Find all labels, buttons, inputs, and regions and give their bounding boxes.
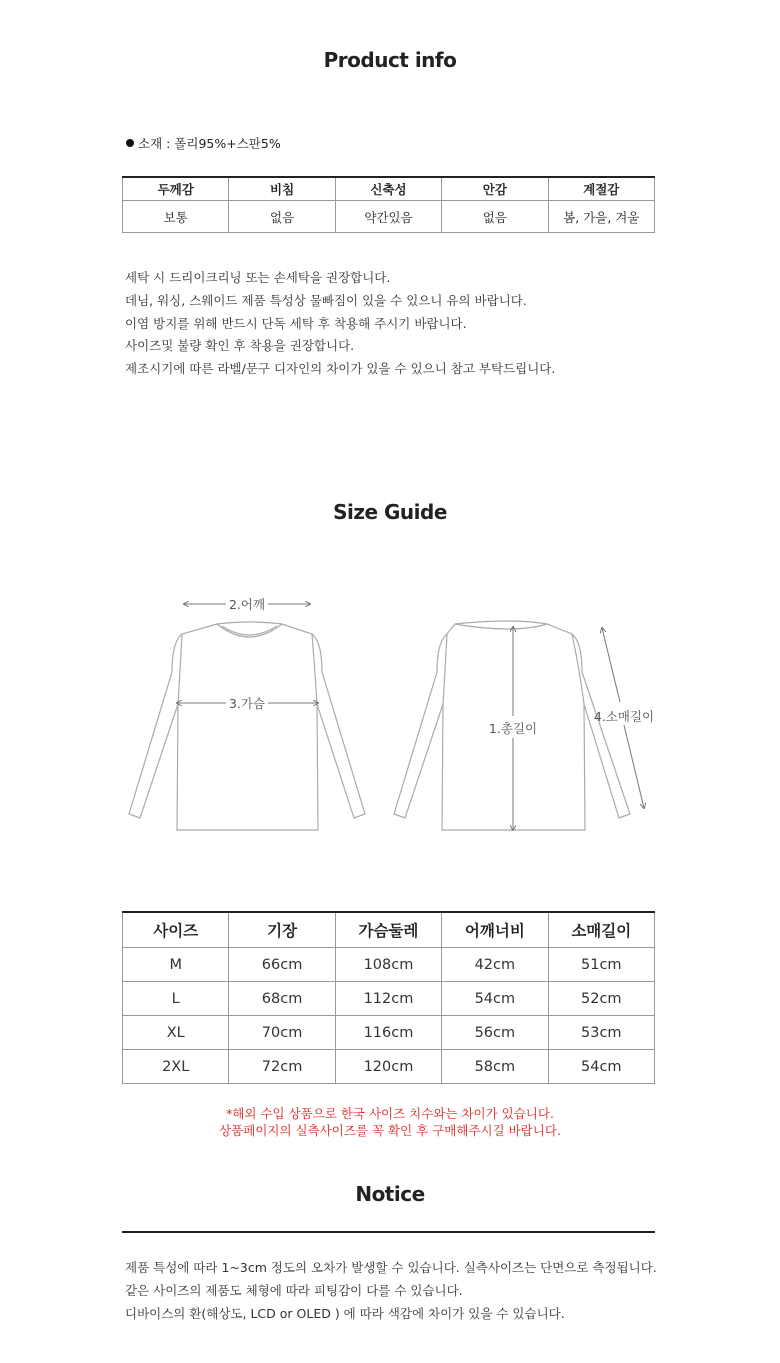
sleeve-arrow-top [602,628,620,702]
table-header-cell: 신축성 [335,177,441,201]
notice-line: 디바이스의 환(해상도, LCD or OLED ) 에 따라 색감에 차이가 있을 수 있습니다. [125,1306,565,1321]
chest-label: 3.가슴 [228,696,266,711]
table-cell: 약간있음 [335,201,441,233]
table-header-row [123,177,655,201]
table-row [123,1050,655,1084]
table-row [123,201,655,233]
table-header-cell: 가슴둘레 [335,912,441,948]
size-warning-line: *해외 수입 상품으로 한국 사이즈 치수와는 차이가 있습니다. [226,1106,554,1121]
table-header-cell: 사이즈 [123,912,229,948]
table-cell: 56cm [442,1016,548,1050]
table-cell: 42cm [442,948,548,982]
garment-measurement-diagram [122,592,662,842]
table-cell: 51cm [548,948,654,982]
table-cell: 보통 [123,201,229,233]
table-cell: 58cm [442,1050,548,1084]
material-text: 소재 : 폴리95%+스판5% [138,136,281,151]
care-line: 데님, 워싱, 스웨이드 제품 특성상 물빠짐이 있을 수 있으니 유의 바랍니다. [125,292,527,308]
table-header-cell: 계절감 [548,177,654,201]
table-cell: 없음 [442,201,548,233]
table-cell: 53cm [548,1016,654,1050]
table-cell: 54cm [548,1050,654,1084]
size-table [122,911,655,1084]
table-cell: 120cm [335,1050,441,1084]
table-cell: 68cm [229,982,335,1016]
product-info-title: Product info [323,48,457,72]
care-line: 사이즈및 불량 확인 후 착용을 권장합니다. [125,338,355,354]
material-info [126,134,281,152]
front-shirt-outline [129,622,365,830]
table-cell: M [123,948,229,982]
notice-line: 같은 사이즈의 제품도 체형에 따라 피팅감이 다를 수 있습니다. [125,1283,463,1298]
bullet-dot-icon [126,139,134,147]
table-header-cell: 어깨너비 [442,912,548,948]
table-cell: 52cm [548,982,654,1016]
table-cell: 72cm [229,1050,335,1084]
shoulder-label: 2.어깨 [228,597,266,612]
size-warning [0,1105,780,1139]
table-cell: 54cm [442,982,548,1016]
table-row [123,948,655,982]
table-cell: 112cm [335,982,441,1016]
care-line: 이염 방지를 위해 반드시 단독 세탁 후 착용해 주시기 바랍니다. [125,315,467,331]
care-line: 세탁 시 드리이크리닝 또는 손세탁을 권장합니다. [125,270,391,285]
table-header-cell: 기장 [229,912,335,948]
table-header-cell: 비침 [229,177,335,201]
table-cell: L [123,982,229,1016]
notice-divider [122,1231,655,1233]
table-cell: 2XL [123,1050,229,1084]
fabric-feel-table [122,176,655,233]
notice-content [125,1256,657,1325]
table-header-row [123,912,655,948]
table-cell: 108cm [335,948,441,982]
notice-line: 제품 특성에 따라 1~3cm 정도의 오차가 발생할 수 있습니다. 실측사이즈는 단면으로 측정됩니다. [125,1260,657,1275]
table-cell: 116cm [335,1016,441,1050]
table-cell: 66cm [229,948,335,982]
table-cell: 없음 [229,201,335,233]
table-row [123,1016,655,1050]
table-cell: XL [123,1016,229,1050]
sleeve-arrow-bottom [624,725,644,808]
size-guide-title: Size Guide [333,500,447,524]
care-line: 제조시기에 따른 라벨/문구 디자인의 차이가 있을 수 있으니 참고 부탁드립니다. [125,361,556,377]
care-instructions [125,267,555,381]
size-warning-line: 상품페이지의 실측사이즈를 꼭 확인 후 구매해주시길 바랍니다. [219,1123,561,1138]
table-cell: 봄, 가을, 겨울 [548,201,654,233]
table-header-cell: 소매길이 [548,912,654,948]
length-label: 1.총길이 [488,721,538,736]
table-header-cell: 안감 [442,177,548,201]
table-header-cell: 두께감 [123,177,229,201]
table-cell: 70cm [229,1016,335,1050]
notice-title: Notice [355,1182,425,1206]
table-row [123,982,655,1016]
sleeve-label: 4.소매길이 [593,709,655,724]
